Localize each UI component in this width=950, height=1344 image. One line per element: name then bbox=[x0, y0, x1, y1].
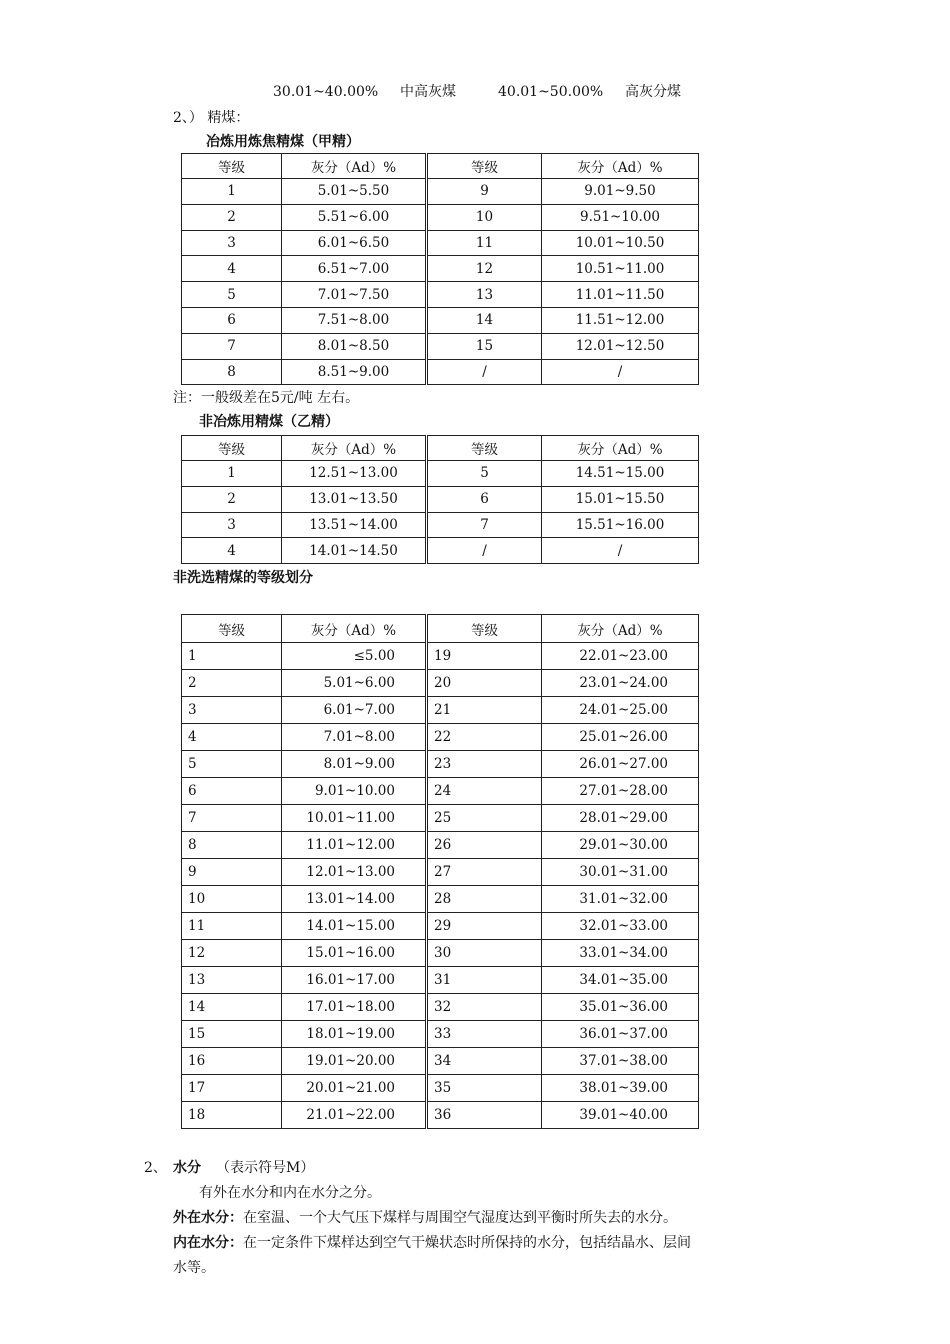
column-header: 灰分（Ad）% bbox=[282, 154, 427, 179]
grade-cell: 31 bbox=[427, 967, 542, 994]
table-row bbox=[182, 333, 699, 359]
table-row bbox=[182, 859, 699, 886]
inner-moisture-text: 在一定条件下煤样达到空气干燥状态时所保持的水分，包括结晶水、层间 bbox=[243, 1235, 691, 1251]
ash-range-cell: 21.01~22.00 bbox=[282, 1102, 427, 1129]
grade-cell: 27 bbox=[427, 859, 542, 886]
ash-range-cell: 34.01~35.00 bbox=[542, 967, 699, 994]
grade-cell: 9 bbox=[182, 859, 282, 886]
ash-range-cell: 18.01~19.00 bbox=[282, 1021, 427, 1048]
ash-range-cell: 15.51~16.00 bbox=[542, 512, 699, 538]
ash-range-cell: 11.01~12.00 bbox=[282, 832, 427, 859]
ash-range-cell: 5.01~5.50 bbox=[282, 179, 427, 205]
grade-cell: / bbox=[427, 538, 542, 564]
ash-range-cell: 5.01~6.00 bbox=[282, 670, 427, 697]
grade-cell: 15 bbox=[427, 333, 542, 359]
ash-range-cell: 24.01~25.00 bbox=[542, 697, 699, 724]
table-non-metallurgical-coal bbox=[181, 435, 699, 564]
table-unwashed-coal-grades bbox=[181, 614, 699, 1129]
column-header: 等级 bbox=[427, 154, 542, 179]
grade-cell: 16 bbox=[182, 1048, 282, 1075]
grade-cell: 2 bbox=[182, 670, 282, 697]
table-row bbox=[182, 913, 699, 940]
grade-cell: 25 bbox=[427, 805, 542, 832]
ash-range-cell: 15.01~16.00 bbox=[282, 940, 427, 967]
grade-cell: 8 bbox=[182, 359, 282, 385]
table-row bbox=[182, 1048, 699, 1075]
ash-range-cell: 6.51~7.00 bbox=[282, 256, 427, 282]
ash-range-cell: 10.01~10.50 bbox=[542, 230, 699, 256]
ash-range-cell: 8.51~9.00 bbox=[282, 359, 427, 385]
ash-range-cell: 14.51~15.00 bbox=[542, 461, 699, 487]
grade-cell: 23 bbox=[427, 751, 542, 778]
table-row bbox=[182, 670, 699, 697]
grade-cell: 36 bbox=[427, 1102, 542, 1129]
grade-cell: 3 bbox=[182, 697, 282, 724]
grade-cell: 2 bbox=[182, 486, 282, 512]
ash-range-cell: 26.01~27.00 bbox=[542, 751, 699, 778]
table-row bbox=[182, 940, 699, 967]
ash-range-cell: 10.01~11.00 bbox=[282, 805, 427, 832]
grade-cell: 9 bbox=[427, 179, 542, 205]
inner-moisture-continuation: 水等。 bbox=[173, 1260, 215, 1276]
outer-moisture-paragraph bbox=[173, 1208, 677, 1228]
ash-range-cell: 38.01~39.00 bbox=[542, 1075, 699, 1102]
table-row bbox=[182, 832, 699, 859]
grade-cell: 7 bbox=[182, 333, 282, 359]
table-row bbox=[182, 307, 699, 333]
water-heading: 水分 bbox=[173, 1160, 201, 1176]
grade-cell: 15 bbox=[182, 1021, 282, 1048]
grade-cell: 14 bbox=[182, 994, 282, 1021]
table3-title: 非洗选精煤的等级划分 bbox=[173, 570, 313, 586]
label-high-ash: 高灰分煤 bbox=[625, 84, 681, 100]
ash-range-cell: 27.01~28.00 bbox=[542, 778, 699, 805]
ash-range-cell: 31.01~32.00 bbox=[542, 886, 699, 913]
column-header: 等级 bbox=[427, 615, 542, 643]
table-row bbox=[182, 538, 699, 564]
ash-range-cell: 8.01~8.50 bbox=[282, 333, 427, 359]
grade-cell: 33 bbox=[427, 1021, 542, 1048]
grade-cell: / bbox=[427, 359, 542, 385]
ash-range-cell: 20.01~21.00 bbox=[282, 1075, 427, 1102]
grade-cell: 4 bbox=[182, 256, 282, 282]
table-row bbox=[182, 697, 699, 724]
grade-cell: 1 bbox=[182, 643, 282, 670]
ash-range-cell: 9.51~10.00 bbox=[542, 204, 699, 230]
column-header: 等级 bbox=[182, 615, 282, 643]
grade-cell: 6 bbox=[182, 778, 282, 805]
grade-cell: 7 bbox=[427, 512, 542, 538]
ash-range-cell: 22.01~23.00 bbox=[542, 643, 699, 670]
ash-range-cell: 35.01~36.00 bbox=[542, 994, 699, 1021]
ash-range-cell: 33.01~34.00 bbox=[542, 940, 699, 967]
grade-cell: 8 bbox=[182, 832, 282, 859]
table-row bbox=[182, 643, 699, 670]
ash-range-cell: 7.01~7.50 bbox=[282, 282, 427, 308]
section-jingmei: 2、） 精煤： bbox=[173, 110, 250, 126]
column-header: 灰分（Ad）% bbox=[542, 436, 699, 461]
ash-range-cell: 7.51~8.00 bbox=[282, 307, 427, 333]
ash-range-cell: 11.51~12.00 bbox=[542, 307, 699, 333]
ash-range-cell: 28.01~29.00 bbox=[542, 805, 699, 832]
ash-range-cell: 9.01~10.00 bbox=[282, 778, 427, 805]
ash-range-cell: 16.01~17.00 bbox=[282, 967, 427, 994]
ash-range-cell: 39.01~40.00 bbox=[542, 1102, 699, 1129]
grade-cell: 14 bbox=[427, 307, 542, 333]
grade-cell: 1 bbox=[182, 461, 282, 487]
grade-cell: 10 bbox=[427, 204, 542, 230]
ash-range-cell: 12.01~13.00 bbox=[282, 859, 427, 886]
grade-cell: 2 bbox=[182, 204, 282, 230]
table-row bbox=[182, 994, 699, 1021]
table-metallurgical-coking-coal bbox=[181, 153, 699, 385]
ash-range-cell: 32.01~33.00 bbox=[542, 913, 699, 940]
table1-title: 冶炼用炼焦精煤（甲精） bbox=[206, 134, 360, 150]
grade-cell: 7 bbox=[182, 805, 282, 832]
table-row bbox=[182, 805, 699, 832]
table-row bbox=[182, 282, 699, 308]
ash-range-cell: 13.01~14.00 bbox=[282, 886, 427, 913]
grade-cell: 11 bbox=[182, 913, 282, 940]
column-header: 灰分（Ad）% bbox=[542, 615, 699, 643]
water-heading-note: （表示符号M） bbox=[216, 1160, 315, 1176]
column-header: 灰分（Ad）% bbox=[282, 615, 427, 643]
grade-cell: 21 bbox=[427, 697, 542, 724]
ash-range-cell: 15.01~15.50 bbox=[542, 486, 699, 512]
column-header: 等级 bbox=[427, 436, 542, 461]
table-row bbox=[182, 886, 699, 913]
grade-cell: 30 bbox=[427, 940, 542, 967]
table2-title: 非冶炼用精煤（乙精） bbox=[199, 414, 339, 430]
grade-cell: 26 bbox=[427, 832, 542, 859]
ash-range-cell: 5.51~6.00 bbox=[282, 204, 427, 230]
grade-cell: 3 bbox=[182, 512, 282, 538]
ash-range-cell: 8.01~9.00 bbox=[282, 751, 427, 778]
grade-cell: 3 bbox=[182, 230, 282, 256]
note-grade-price-diff: 注：一般级差在5元/吨 左右。 bbox=[173, 390, 360, 406]
grade-cell: 34 bbox=[427, 1048, 542, 1075]
table-header-row bbox=[182, 436, 699, 461]
table-row bbox=[182, 204, 699, 230]
grade-cell: 12 bbox=[427, 256, 542, 282]
grade-cell: 18 bbox=[182, 1102, 282, 1129]
ash-range-cell: 37.01~38.00 bbox=[542, 1048, 699, 1075]
table-row bbox=[182, 359, 699, 385]
water-heading-number: 2、 bbox=[144, 1160, 167, 1176]
range-40-50: 40.01~50.00% bbox=[498, 84, 604, 100]
grade-cell: 11 bbox=[427, 230, 542, 256]
ash-range-cell: 17.01~18.00 bbox=[282, 994, 427, 1021]
inner-moisture-term: 内在水分： bbox=[173, 1235, 243, 1251]
table-row bbox=[182, 512, 699, 538]
ash-range-cell: 29.01~30.00 bbox=[542, 832, 699, 859]
ash-range-cell: 12.51~13.00 bbox=[282, 461, 427, 487]
table-row bbox=[182, 486, 699, 512]
ash-range-cell: 19.01~20.00 bbox=[282, 1048, 427, 1075]
ash-range-cell: 30.01~31.00 bbox=[542, 859, 699, 886]
ash-range-cell: ≤5.00 bbox=[282, 643, 427, 670]
ash-range-cell: 25.01~26.00 bbox=[542, 724, 699, 751]
grade-cell: 19 bbox=[427, 643, 542, 670]
ash-range-cell: 23.01~24.00 bbox=[542, 670, 699, 697]
table-row bbox=[182, 461, 699, 487]
table-row bbox=[182, 1102, 699, 1129]
grade-cell: 6 bbox=[182, 307, 282, 333]
table-row bbox=[182, 1075, 699, 1102]
grade-cell: 5 bbox=[182, 751, 282, 778]
table-row bbox=[182, 778, 699, 805]
inner-moisture-paragraph bbox=[173, 1233, 691, 1253]
grade-cell: 13 bbox=[427, 282, 542, 308]
ash-range-cell: 13.01~13.50 bbox=[282, 486, 427, 512]
grade-cell: 6 bbox=[427, 486, 542, 512]
column-header: 等级 bbox=[182, 154, 282, 179]
outer-moisture-text: 在室温、一个大气压下煤样与周围空气湿度达到平衡时所失去的水分。 bbox=[243, 1210, 677, 1226]
table-row bbox=[182, 751, 699, 778]
ash-range-cell: 6.01~7.00 bbox=[282, 697, 427, 724]
column-header: 灰分（Ad）% bbox=[542, 154, 699, 179]
grade-cell: 28 bbox=[427, 886, 542, 913]
outer-moisture-term: 外在水分： bbox=[173, 1210, 243, 1226]
ash-range-cell: / bbox=[542, 359, 699, 385]
grade-cell: 17 bbox=[182, 1075, 282, 1102]
ash-range-cell: 7.01~8.00 bbox=[282, 724, 427, 751]
grade-cell: 5 bbox=[182, 282, 282, 308]
table-row bbox=[182, 230, 699, 256]
column-header: 灰分（Ad）% bbox=[282, 436, 427, 461]
grade-cell: 1 bbox=[182, 179, 282, 205]
grade-cell: 29 bbox=[427, 913, 542, 940]
column-header: 等级 bbox=[182, 436, 282, 461]
grade-cell: 22 bbox=[427, 724, 542, 751]
grade-cell: 4 bbox=[182, 724, 282, 751]
grade-cell: 10 bbox=[182, 886, 282, 913]
table-row bbox=[182, 256, 699, 282]
table-row bbox=[182, 179, 699, 205]
table-row bbox=[182, 967, 699, 994]
grade-cell: 35 bbox=[427, 1075, 542, 1102]
range-30-40: 30.01~40.00% bbox=[273, 84, 379, 100]
grade-cell: 20 bbox=[427, 670, 542, 697]
grade-cell: 13 bbox=[182, 967, 282, 994]
table-row bbox=[182, 1021, 699, 1048]
grade-cell: 32 bbox=[427, 994, 542, 1021]
ash-range-cell: 11.01~11.50 bbox=[542, 282, 699, 308]
ash-range-cell: 6.01~6.50 bbox=[282, 230, 427, 256]
grade-cell: 4 bbox=[182, 538, 282, 564]
ash-range-cell: 36.01~37.00 bbox=[542, 1021, 699, 1048]
ash-range-cell: 12.01~12.50 bbox=[542, 333, 699, 359]
table-header-row bbox=[182, 154, 699, 179]
ash-range-cell: 10.51~11.00 bbox=[542, 256, 699, 282]
grade-cell: 5 bbox=[427, 461, 542, 487]
table-header-row bbox=[182, 615, 699, 643]
ash-range-cell: 14.01~14.50 bbox=[282, 538, 427, 564]
label-medium-high-ash: 中高灰煤 bbox=[400, 84, 456, 100]
grade-cell: 12 bbox=[182, 940, 282, 967]
table-row bbox=[182, 724, 699, 751]
grade-cell: 24 bbox=[427, 778, 542, 805]
ash-range-cell: / bbox=[542, 538, 699, 564]
ash-range-cell: 13.51~14.00 bbox=[282, 512, 427, 538]
ash-range-cell: 9.01~9.50 bbox=[542, 179, 699, 205]
water-intro: 有外在水分和内在水分之分。 bbox=[199, 1185, 381, 1201]
ash-range-cell: 14.01~15.00 bbox=[282, 913, 427, 940]
